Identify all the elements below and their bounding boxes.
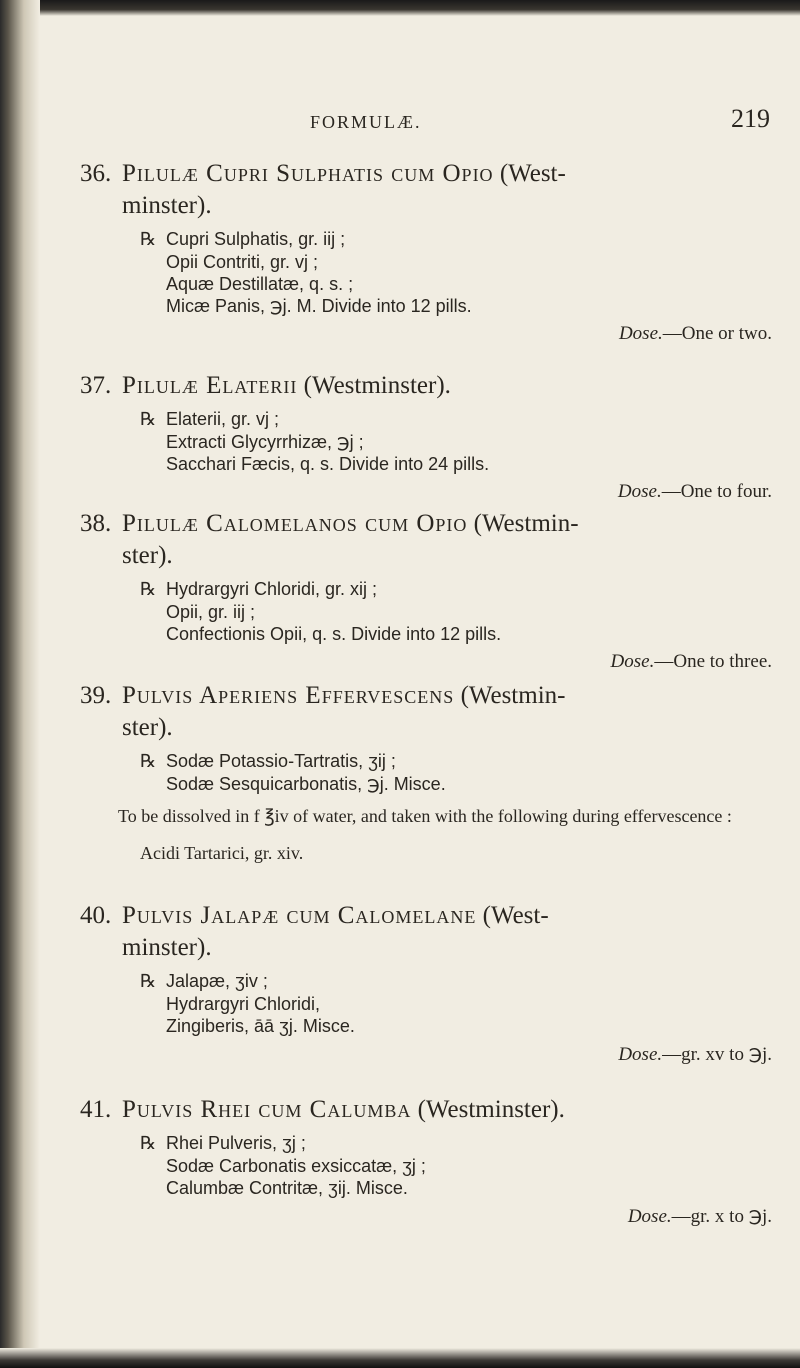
formula-source: (West- bbox=[476, 902, 549, 929]
recipe-symbol: ℞ bbox=[140, 409, 157, 430]
formula-entry-36 bbox=[80, 158, 780, 345]
dose-text: —gr. xv to ℈j. bbox=[662, 1044, 772, 1065]
dose-label: Dose. bbox=[627, 1206, 672, 1227]
formula-source: (Westminster). bbox=[297, 372, 451, 399]
dose-label: Dose. bbox=[617, 481, 662, 502]
dose-line bbox=[80, 481, 780, 503]
dose-line bbox=[80, 1043, 780, 1066]
formula-heading-continuation: ster). bbox=[122, 542, 173, 569]
ingredient-line: Aquæ Destillatæ, q. s. ; bbox=[166, 274, 354, 294]
formula-title: Pilulæ Elaterii bbox=[122, 372, 298, 399]
page-number: 219 bbox=[731, 104, 770, 133]
formula-title: Pulvis Rhei cum Calumba bbox=[122, 1096, 412, 1123]
dose-line bbox=[80, 323, 780, 345]
formula-source: (Westmin- bbox=[467, 510, 579, 537]
book-page bbox=[80, 0, 780, 1368]
formula-heading bbox=[80, 158, 780, 222]
dose-line bbox=[80, 651, 780, 673]
ingredient-line: Confectionis Opii, q. s. Divide into 12 pills. bbox=[166, 624, 502, 644]
running-head bbox=[80, 104, 770, 144]
page-bottom-edge bbox=[0, 1348, 800, 1368]
dose-text: —One or two. bbox=[662, 323, 772, 344]
formula-heading bbox=[80, 900, 780, 964]
formula-heading-continuation: minster). bbox=[122, 934, 212, 961]
ingredient-line: Sacchari Fæcis, q. s. Divide into 24 pills. bbox=[166, 454, 490, 474]
recipe-symbol: ℞ bbox=[140, 751, 157, 772]
formula-source: (Westmin- bbox=[454, 682, 566, 709]
formula-heading-continuation: minster). bbox=[122, 192, 212, 219]
recipe-block bbox=[140, 750, 780, 795]
ingredient-line: Sodæ Potassio-Tartratis, ʒij ; bbox=[166, 751, 396, 771]
preparation-note: To be dissolved in f ℥iv of water, and taken with the following during effervescence : bbox=[118, 806, 732, 826]
recipe-symbol: ℞ bbox=[140, 1133, 157, 1154]
ingredient-line: Hydrargyri Chloridi, gr. xij ; bbox=[166, 579, 378, 599]
ingredient-line: Calumbæ Contritæ, ʒij. Misce. bbox=[166, 1178, 408, 1198]
formula-entry-39 bbox=[80, 680, 780, 864]
ingredient-line: Elaterii, gr. vj ; bbox=[166, 409, 280, 429]
ingredient-line: Opii, gr. iij ; bbox=[166, 602, 256, 622]
formula-entry-41 bbox=[80, 1094, 780, 1228]
ingredient-line: Cupri Sulphatis, gr. iij ; bbox=[166, 229, 346, 249]
formula-entry-40 bbox=[80, 900, 780, 1066]
ingredient-line: Rhei Pulveris, ʒj ; bbox=[166, 1133, 306, 1153]
ingredient-line: Zingiberis, āā ʒj. Misce. bbox=[166, 1016, 355, 1036]
recipe-block bbox=[140, 970, 780, 1037]
formula-title: Pilulæ Calomelanos cum Opio bbox=[122, 510, 468, 537]
formula-source: (West- bbox=[493, 160, 566, 187]
formula-heading bbox=[80, 508, 780, 572]
dose-text: —One to three. bbox=[654, 651, 772, 672]
recipe-symbol: ℞ bbox=[140, 579, 157, 600]
dose-label: Dose. bbox=[618, 323, 663, 344]
ingredient-line: Sodæ Carbonatis exsiccatæ, ʒj ; bbox=[166, 1156, 426, 1176]
recipe-block bbox=[140, 408, 780, 475]
formula-number: 36. bbox=[80, 160, 112, 187]
recipe-block bbox=[140, 1132, 780, 1199]
ingredient-line: Hydrargyri Chloridi, bbox=[166, 994, 321, 1014]
formula-entry-37 bbox=[80, 370, 780, 503]
accompanying-ingredient: Acidi Tartarici, gr. xiv. bbox=[140, 843, 304, 863]
recipe-symbol: ℞ bbox=[140, 229, 157, 250]
dose-text: —One to four. bbox=[661, 481, 772, 502]
recipe-block bbox=[140, 228, 780, 317]
formula-heading bbox=[80, 1094, 780, 1126]
formula-number: 37. bbox=[80, 372, 112, 399]
formula-title: Pilulæ Cupri Sulphatis cum Opio bbox=[122, 160, 494, 187]
formula-number: 38. bbox=[80, 510, 112, 537]
recipe-block bbox=[140, 578, 780, 645]
ingredient-line: Micæ Panis, ℈j. M. Divide into 12 pills. bbox=[166, 296, 472, 316]
ingredient-line: Opii Contriti, gr. vj ; bbox=[166, 252, 319, 272]
formula-heading-continuation: ster). bbox=[122, 714, 173, 741]
recipe-symbol: ℞ bbox=[140, 971, 157, 992]
dose-line bbox=[80, 1205, 780, 1228]
ingredient-line: Extracti Glycyrrhizæ, ℈j ; bbox=[166, 432, 364, 452]
formula-title: Pulvis Jalapæ cum Calomelane bbox=[122, 902, 477, 929]
ingredient-line: Jalapæ, ʒiv ; bbox=[166, 971, 268, 991]
formula-number: 39. bbox=[80, 682, 112, 709]
book-spine-edge bbox=[0, 0, 40, 1368]
formula-entry-38 bbox=[80, 508, 780, 673]
ingredient-line: Sodæ Sesquicarbonatis, ℈j. Misce. bbox=[166, 774, 446, 794]
formula-number: 40. bbox=[80, 902, 112, 929]
dose-label: Dose. bbox=[610, 651, 655, 672]
formula-heading bbox=[80, 370, 780, 402]
formula-source: (Westminster). bbox=[411, 1096, 565, 1123]
running-head-title: FORMULÆ. bbox=[310, 112, 422, 132]
formula-title: Pulvis Aperiens Effervescens bbox=[122, 682, 455, 709]
dose-label: Dose. bbox=[618, 1044, 663, 1065]
formula-heading bbox=[80, 680, 780, 744]
formula-number: 41. bbox=[80, 1096, 112, 1123]
dose-text: —gr. x to ℈j. bbox=[671, 1206, 772, 1227]
